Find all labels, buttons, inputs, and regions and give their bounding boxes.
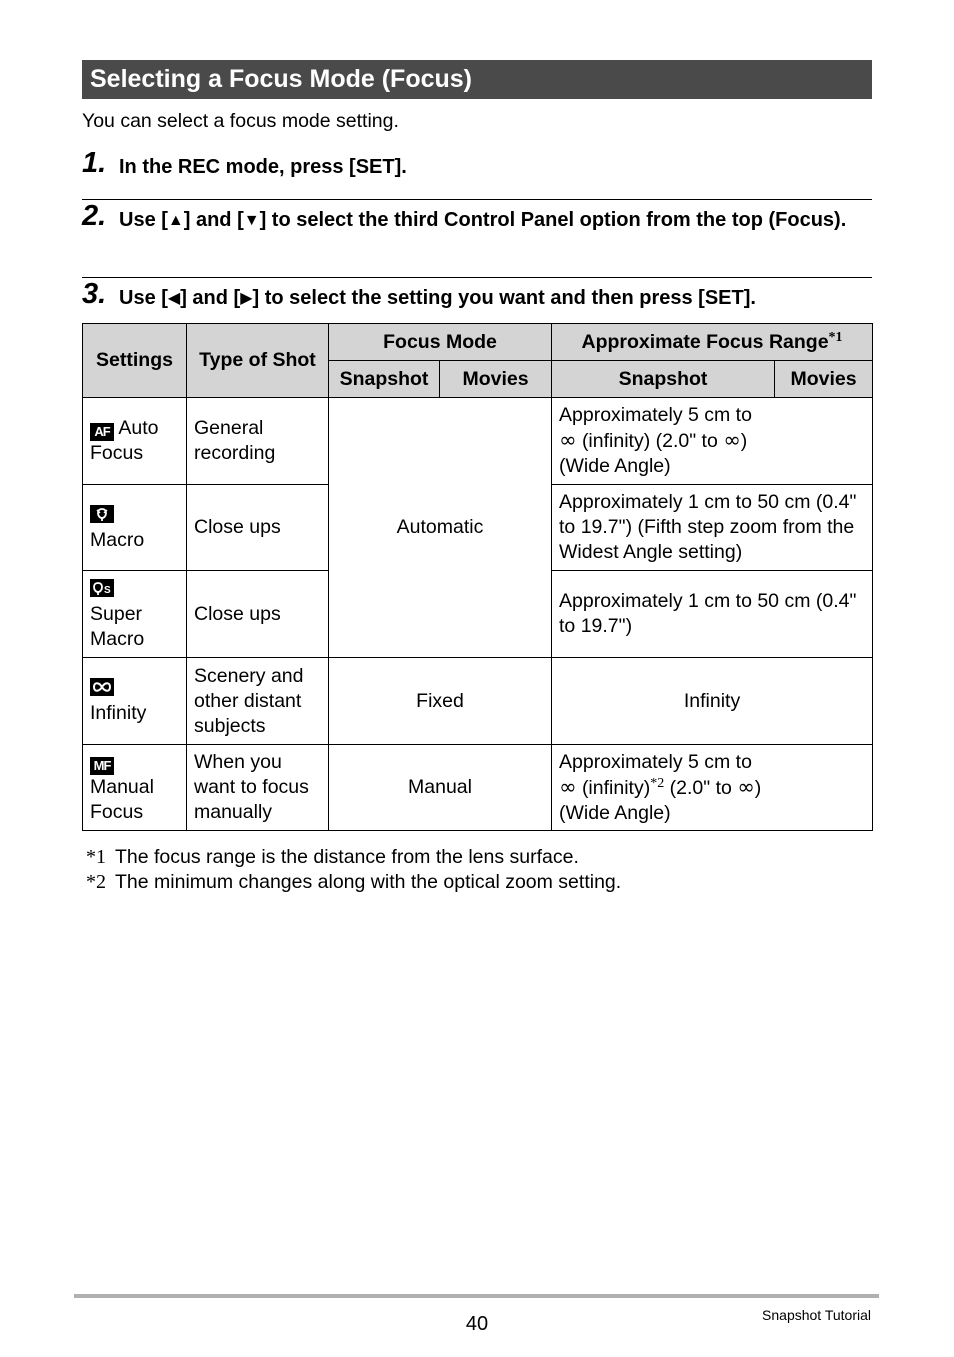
range-cell: Infinity: [552, 658, 873, 745]
footnotes: [86, 845, 621, 895]
infinity-icon: ∞: [737, 774, 755, 799]
table-row: [83, 398, 873, 485]
focus-mode-cell: Fixed: [329, 658, 552, 745]
step-text: Use [◀] and [▶] to select the setting you want and then press [SET].: [119, 285, 869, 312]
step-text: In the REC mode, press [SET].: [119, 156, 407, 178]
manual-focus-icon: MF: [90, 757, 114, 775]
divider: [82, 277, 872, 278]
auto-focus-icon: AF: [90, 423, 114, 441]
range-cell: Approximately 5 cm to ∞ (infinity)$^{*2}$ (2.0" to ∞) (Wide Angle): [552, 745, 873, 831]
focus-mode-cell: Manual: [329, 745, 552, 831]
up-arrow-icon: ▲: [167, 212, 184, 229]
right-arrow-icon: ▶: [240, 290, 253, 307]
intro-text: You can select a focus mode setting.: [82, 110, 399, 132]
svg-text:S: S: [104, 584, 110, 595]
table-row: [83, 658, 873, 745]
header-movies: Movies: [440, 361, 552, 398]
step-number: 2.: [82, 200, 107, 232]
section-title: Selecting a Focus Mode (Focus): [82, 60, 872, 99]
header-settings: Settings: [83, 324, 187, 398]
range-cell: Approximately 1 cm to 50 cm (0.4" to 19.7"): [552, 571, 873, 658]
divider: [82, 199, 872, 200]
page-number: 40: [465, 1313, 489, 1335]
step-text: Use [▲] and [▼] to select the third Control Panel option from the top (Focus).: [119, 207, 869, 234]
shot-cell: Scenery and other distant subjects: [187, 658, 329, 745]
step-number: 3.: [82, 278, 107, 310]
shot-cell: When you want to focus manually: [187, 745, 329, 831]
footnote-ref: *1: [828, 329, 843, 345]
focus-mode-cell: Automatic: [329, 398, 552, 658]
macro-icon: [90, 505, 114, 523]
footnote: *1 The focus range is the distance from the lens surface.: [86, 846, 579, 868]
step-number: 1.: [82, 147, 107, 179]
footer-section-label: Snapshot Tutorial: [762, 1307, 871, 1323]
setting-cell: AF Auto Focus: [83, 398, 187, 485]
footnote-ref: *2: [650, 775, 665, 791]
infinity-icon: ∞: [559, 428, 577, 452]
header-focus-mode: Focus Mode: [329, 324, 552, 361]
header-approx-range: Approximate Focus Range$^{*1}$: [552, 324, 873, 361]
shot-cell: Close ups: [187, 571, 329, 658]
range-cell: Approximately 1 cm to 50 cm (0.4" to 19.7") (Fifth step zoom from the Widest Angle setting): [552, 485, 873, 571]
infinity-mode-icon: [90, 678, 114, 696]
header-type-of-shot: Type of Shot: [187, 324, 329, 398]
setting-cell: Infinity: [83, 658, 187, 745]
header-snapshot: Snapshot: [329, 361, 440, 398]
footnote: *2 The minimum changes along with the optical zoom setting.: [86, 871, 622, 893]
header-movies: Movies: [775, 361, 873, 398]
down-arrow-icon: ▼: [243, 212, 260, 229]
focus-mode-table: [82, 323, 873, 831]
header-snapshot: Snapshot: [552, 361, 775, 398]
setting-cell: S Super Macro: [83, 571, 187, 658]
left-arrow-icon: ◀: [167, 290, 181, 307]
shot-cell: Close ups: [187, 485, 329, 571]
super-macro-icon: [90, 579, 114, 597]
setting-cell: Macro: [83, 485, 187, 571]
setting-cell: MF Manual Focus: [83, 745, 187, 831]
range-cell: Approximately 5 cm to ∞ (infinity) (2.0" to ∞) (Wide Angle): [552, 398, 873, 485]
table-row: [83, 745, 873, 831]
infinity-icon: ∞: [559, 774, 577, 799]
infinity-icon: ∞: [723, 428, 741, 452]
shot-cell: General recording: [187, 398, 329, 485]
footer-rule: [74, 1294, 879, 1298]
